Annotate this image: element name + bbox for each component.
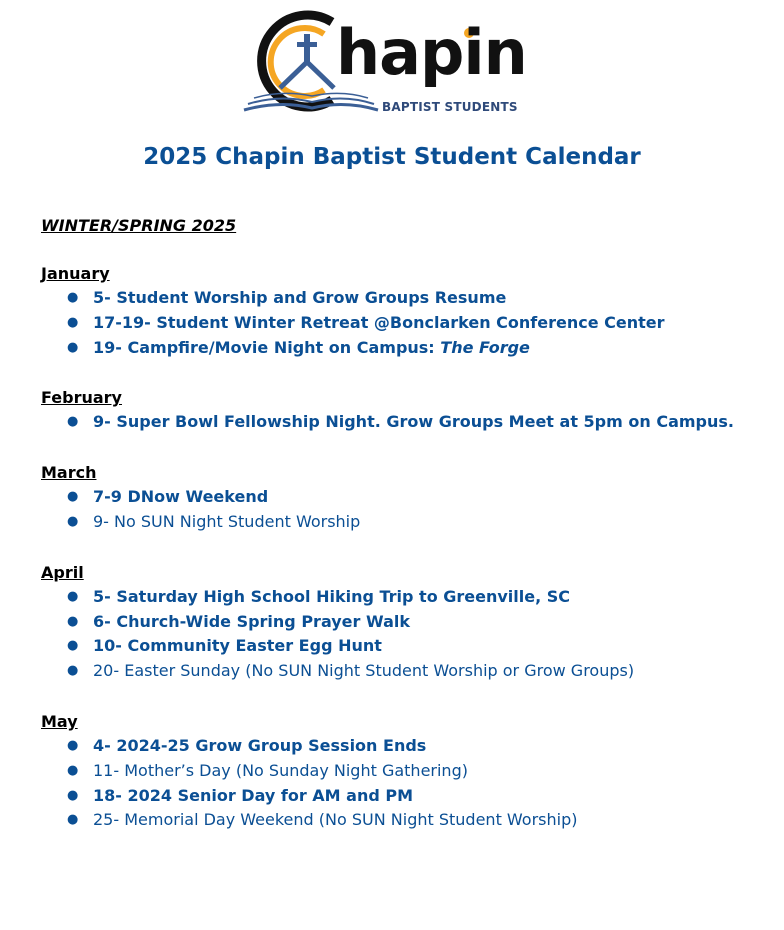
month-list xyxy=(41,262,741,833)
logo-wordmark: hapin xyxy=(336,16,527,89)
event-text-main: 20- Easter Sunday (No SUN Night Student Worship or Grow Groups) xyxy=(93,661,635,681)
event-list xyxy=(41,485,741,535)
event-text-main: 5- Saturday High School Hiking Trip to Greenville, SC xyxy=(93,586,571,606)
calendar-body xyxy=(41,213,741,859)
event-text xyxy=(93,288,506,307)
season-heading: WINTER/SPRING 2025 xyxy=(41,216,237,235)
event-text xyxy=(93,412,734,431)
bullet-icon: ● xyxy=(67,290,79,305)
month-heading-march: March xyxy=(41,463,97,483)
event-text xyxy=(93,612,410,631)
bullet-icon: ● xyxy=(67,588,79,604)
bullet-icon: ● xyxy=(67,663,79,679)
month-heading-may: May xyxy=(41,711,78,731)
bullet-icon: ● xyxy=(67,787,79,803)
bullet-icon: ● xyxy=(67,762,79,778)
month-heading-april: April xyxy=(41,562,84,582)
event-text-italic: The Forge xyxy=(440,337,530,357)
event-list xyxy=(41,585,741,684)
event-item xyxy=(41,610,741,635)
event-item xyxy=(41,311,741,336)
event-item xyxy=(41,784,741,809)
event-text-main: 11- Mother’s Day (No Sunday Night Gathering) xyxy=(93,760,468,780)
bullet-icon: ● xyxy=(67,812,79,828)
bullet-icon: ● xyxy=(67,638,79,654)
event-text xyxy=(93,761,468,780)
month-heading-february: February xyxy=(41,388,122,408)
event-item xyxy=(41,734,741,759)
event-item xyxy=(41,410,741,435)
event-item xyxy=(41,585,741,610)
event-text-main: 9- No SUN Night Student Worship xyxy=(93,511,361,531)
event-text xyxy=(93,487,268,506)
logo-subtitle: BAPTIST STUDENTS xyxy=(382,100,518,114)
month-heading-january: January xyxy=(41,264,110,283)
event-text-main: 5- Student Worship and Grow Groups Resume xyxy=(93,288,507,307)
bullet-icon: ● xyxy=(67,613,79,629)
event-text-main: 10- Community Easter Egg Hunt xyxy=(93,636,382,656)
event-item xyxy=(41,659,741,684)
event-text xyxy=(93,313,665,332)
chapin-logo xyxy=(240,4,530,120)
bullet-icon: ● xyxy=(67,737,79,753)
event-item xyxy=(41,336,741,361)
page-title: 2025 Chapin Baptist Student Calendar xyxy=(143,144,641,170)
event-item xyxy=(41,759,741,784)
bullet-icon: ● xyxy=(67,513,79,529)
event-text-main: 9- Super Bowl Fellowship Night. Grow Groups Meet at 5pm on Campus. xyxy=(93,412,734,432)
event-text-main: 4- 2024-25 Grow Group Session Ends xyxy=(93,735,427,755)
event-list xyxy=(41,734,741,833)
event-item xyxy=(41,510,741,535)
event-item xyxy=(41,808,741,833)
event-text xyxy=(93,636,382,655)
roof-icon xyxy=(280,62,334,88)
bullet-icon: ● xyxy=(67,314,79,330)
event-text-main: 19- Campfire/Movie Night on Campus: xyxy=(93,337,441,357)
event-list xyxy=(41,286,741,360)
event-text-main: 6- Church-Wide Spring Prayer Walk xyxy=(93,611,410,631)
event-text-main: 7-9 DNow Weekend xyxy=(93,487,269,507)
event-item xyxy=(41,485,741,510)
event-item xyxy=(41,634,741,659)
event-text xyxy=(93,512,360,531)
event-list xyxy=(41,410,741,435)
bullet-icon: ● xyxy=(67,489,79,505)
event-item xyxy=(41,286,741,311)
event-text-main: 25- Memorial Day Weekend (No SUN Night Student Worship) xyxy=(93,810,578,830)
event-text xyxy=(93,810,578,829)
event-text xyxy=(93,587,570,606)
event-text-main: 18- 2024 Senior Day for AM and PM xyxy=(93,785,414,805)
event-text xyxy=(93,661,634,680)
event-text xyxy=(93,786,413,805)
bullet-icon: ● xyxy=(67,339,79,355)
bullet-icon: ● xyxy=(67,414,79,430)
event-text xyxy=(93,736,426,755)
event-text xyxy=(93,338,530,357)
event-text-main: 17-19- Student Winter Retreat @Bonclarken Conference Center xyxy=(93,312,665,332)
